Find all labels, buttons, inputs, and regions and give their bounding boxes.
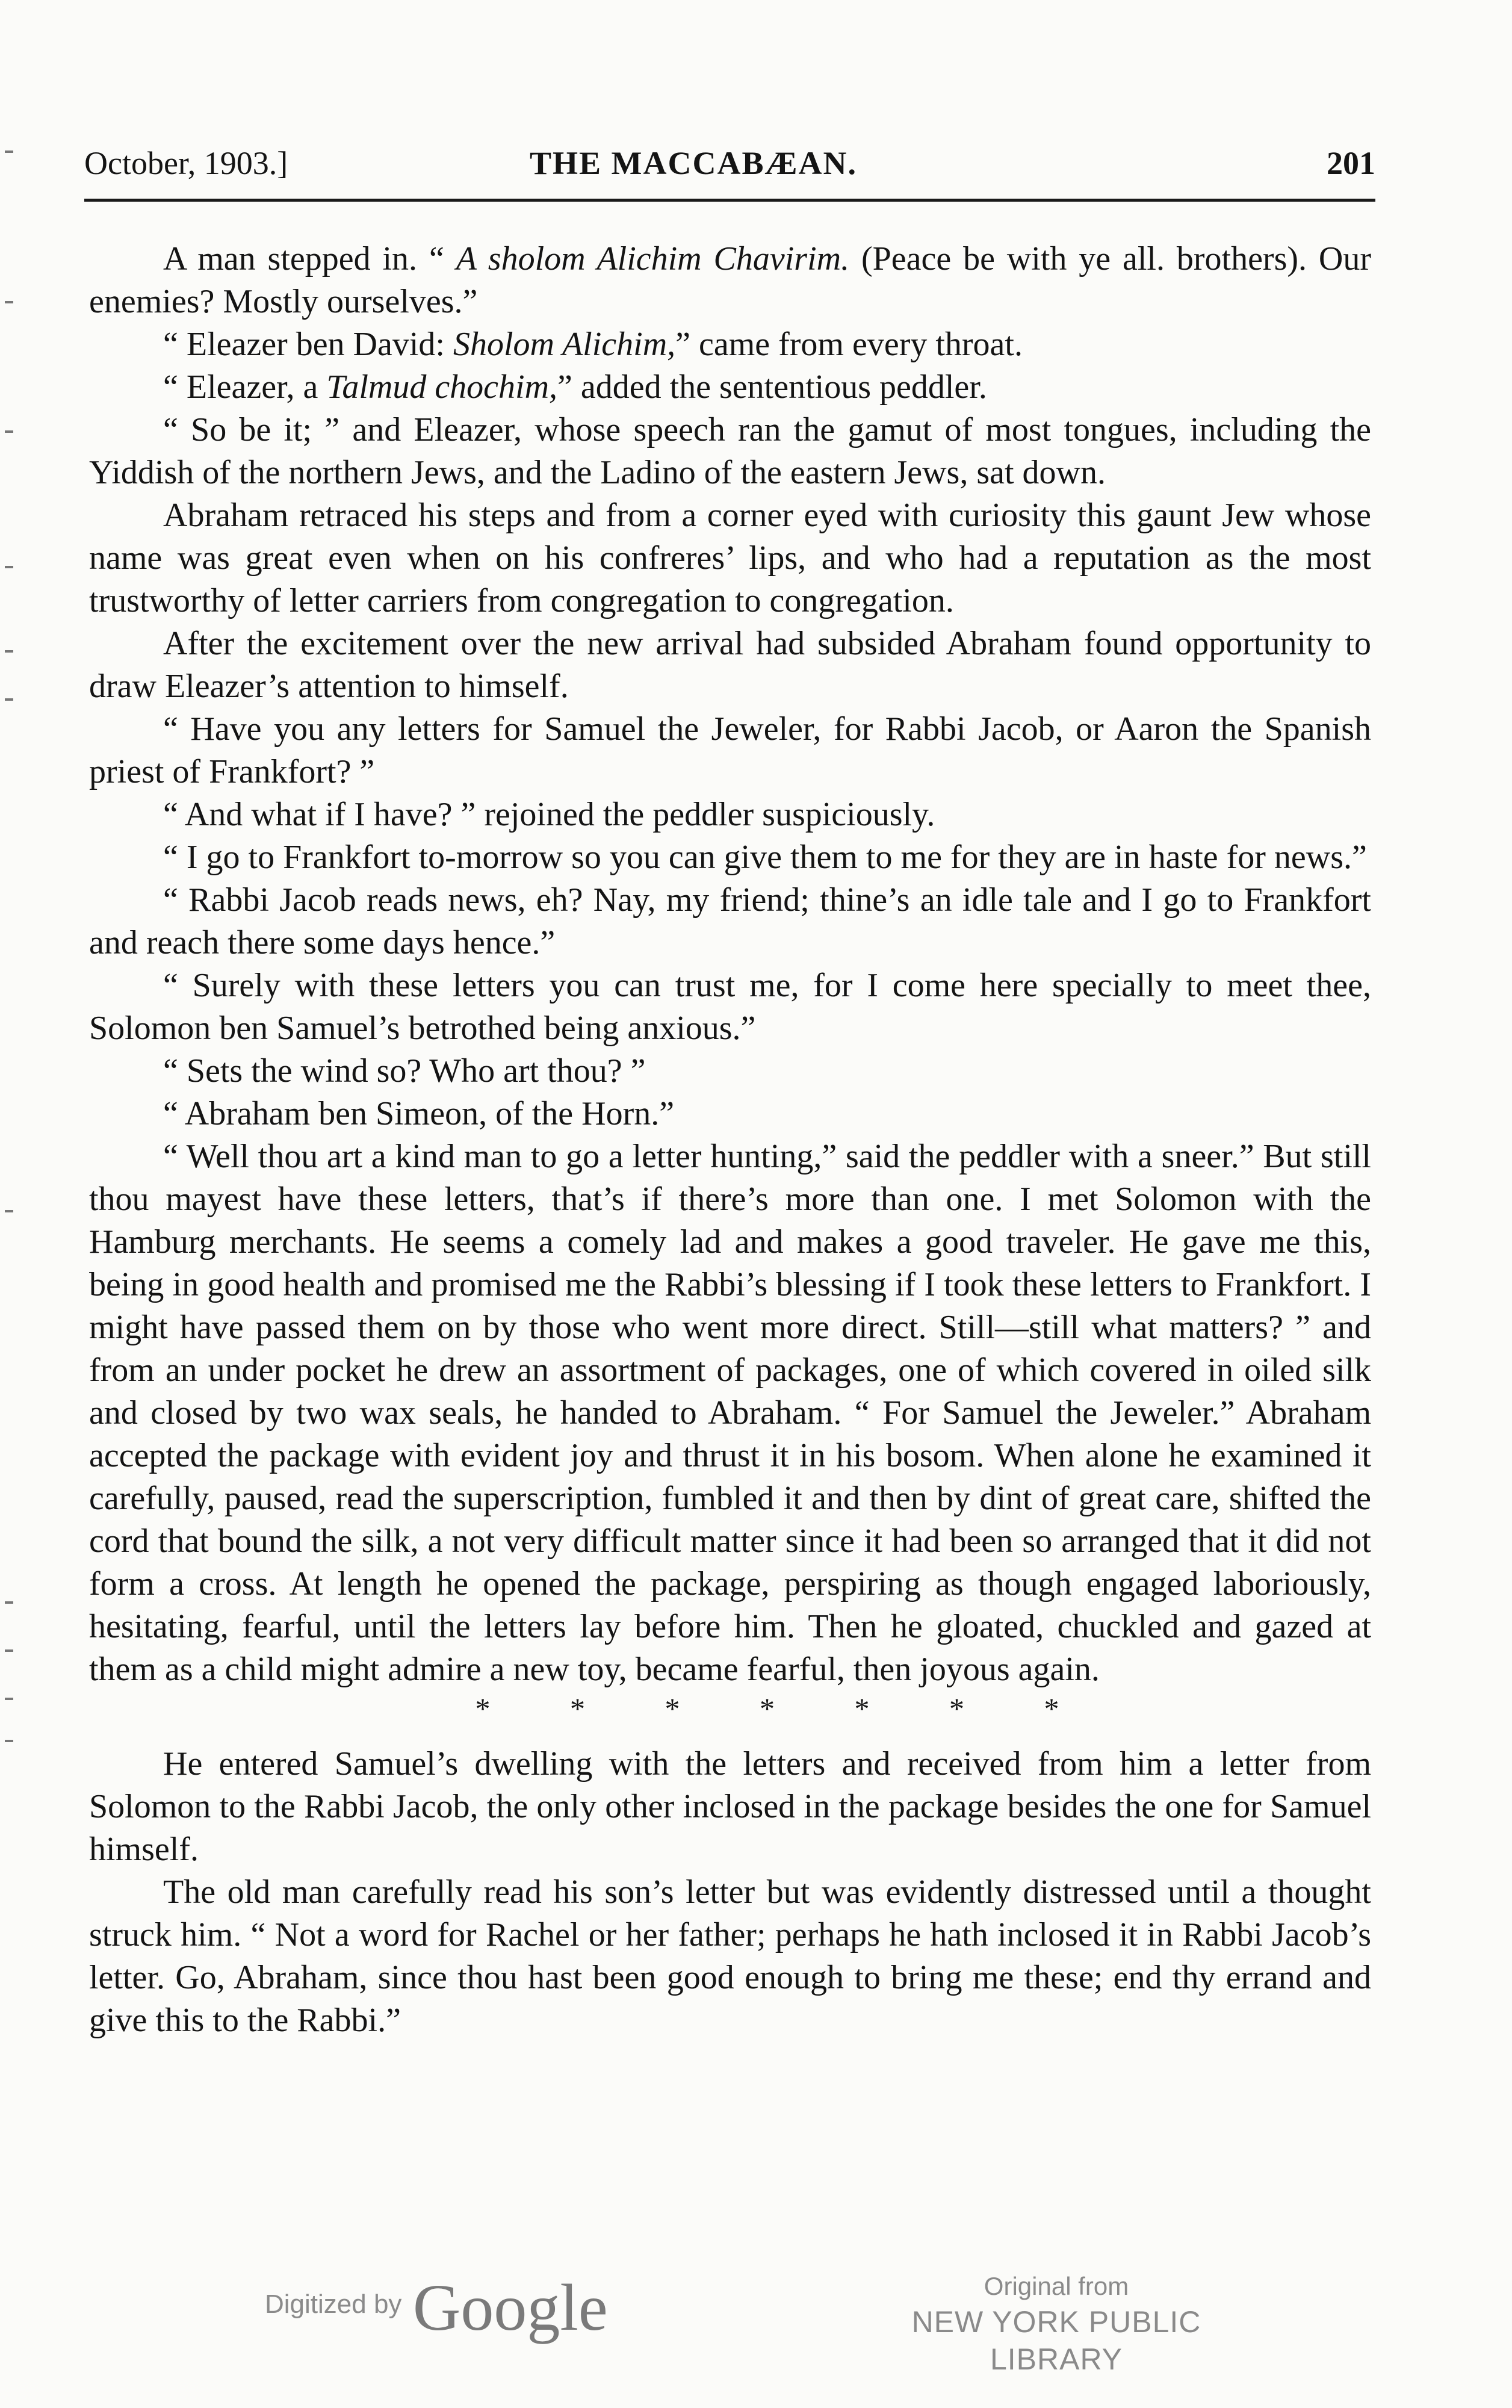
library-attribution: [861, 2270, 1252, 2378]
paragraph: [89, 1093, 1371, 1135]
page-number: 201: [1327, 145, 1375, 181]
article-body: [89, 238, 1371, 2042]
paragraph: [89, 1135, 1371, 1691]
paragraph: [89, 409, 1371, 494]
original-from-label: Original from: [984, 2272, 1129, 2300]
library-name: NEW YORK PUBLIC LIBRARY: [911, 2305, 1201, 2376]
digitized-label: Digitized by: [265, 2289, 402, 2319]
running-header: [84, 144, 1375, 187]
paragraph: [89, 879, 1371, 964]
paragraph: [89, 1743, 1371, 1871]
paragraph: [89, 622, 1371, 708]
text-run: “ I go to Frankfort to-morrow so you can give them to me for they are in haste for news.”: [163, 839, 1367, 876]
text-run: “ Abraham ben Simeon, of the Horn.”: [163, 1095, 675, 1132]
margin-artifacts: [0, 108, 24, 1854]
italic-phrase: A sholom Alichim Chavirim.: [456, 240, 850, 278]
paragraph: [89, 323, 1371, 366]
text-run: After the excitement over the new arrival had subsided Abraham found opportunity to draw Eleazer’s attention to himself.: [89, 625, 1371, 705]
header-date: October, 1903.]: [84, 145, 288, 181]
text-run: “ Rabbi Jacob reads news, eh? Nay, my friend; thine’s an idle tale and I go to Frankfort and reach there some days hence.”: [89, 881, 1371, 961]
paragraph: [89, 1871, 1371, 2042]
digitized-by-watermark: [265, 2270, 608, 2348]
text-run: “ So be it; ” and Eleazer, whose speech ran the gamut of most tongues, including the Yiddish of the northern Jews, and the Ladino of the eastern Jews, sat down.: [89, 411, 1371, 491]
text-run: “ Well thou art a kind man to go a letter hunting,” said the peddler with a sneer.” But still thou mayest have these letters, that’s if there’s more than one. I met Solomon with the Hamburg merchants. He seems a comely lad and makes a good traveler. He gave me this, being in good health and promised me the Rabbi’s blessing if I took these letters to Frankfort. I might have passed them on by those who went more direct. Still—still what matters? ” and from an under pocket he drew an assortment of packages, one of which covered in oiled silk and closed by two wax seals, he handed to Abraham. “ For Samuel the Jeweler.” Abraham accepted the package with evident joy and thrust it in his bosom. When alone he examined it carefully, paused, read the superscription, fumbled it and then by dint of great care, shifted the cord that bound the silk, a not very difficult matter since it had been so arranged that it did not form a cross. At length he opened the package, perspiring as though engaged laboriously, hesitating, fearful, until the letters lay before him. Then he gloated, chuckled and gazed at them as a child might admire a new toy, became fearful, then joyous again.: [89, 1138, 1371, 1688]
italic-phrase: Sholom Alichim,: [453, 326, 676, 363]
google-logo: Google: [412, 2271, 608, 2344]
section-separator: * * * * * * *: [475, 1692, 1095, 1725]
header-rule: [84, 199, 1375, 202]
article-part-2: [89, 1743, 1371, 2042]
paragraph: [89, 836, 1371, 879]
text-run: The old man carefully read his son’s letter but was evidently distressed until a thought struck him. “ Not a word for Rachel or her father; perhaps he hath inclosed it in Rabbi Jacob’s letter. Go, Abraham, since thou hast been good enough to bring me these; end thy errand and give this to the Rabbi.”: [89, 1873, 1371, 2039]
text-run: “ Eleazer, a: [163, 368, 327, 406]
text-run: “ Surely with these letters you can trust me, for I come here specially to meet thee, Solomon ben Samuel’s betrothed being anxious.”: [89, 967, 1371, 1047]
text-run: Abraham retraced his steps and from a corner eyed with curiosity this gaunt Jew whose name was great even when on his confreres’ lips, and who had a reputation as the most trustworthy of letter carriers from congregation to congregation.: [89, 497, 1371, 619]
paragraph: [89, 708, 1371, 793]
paragraph: [89, 964, 1371, 1050]
text-run: “ Have you any letters for Samuel the Jeweler, for Rabbi Jacob, or Aaron the Spanish priest of Frankfort? ”: [89, 710, 1371, 790]
text-run: He entered Samuel’s dwelling with the letters and received from him a letter from Solomon to the Rabbi Jacob, the only other inclosed in the package besides the one for Samuel himself.: [89, 1745, 1371, 1868]
paragraph: [89, 238, 1371, 323]
text-run: “ And what if I have? ” rejoined the peddler suspiciously.: [163, 796, 935, 833]
italic-phrase: Talmud chochim,: [326, 368, 558, 406]
text-run: “ Eleazer ben David:: [163, 326, 453, 363]
text-run: A man stepped in. “: [163, 240, 456, 278]
paragraph: [89, 494, 1371, 622]
text-run: “ Sets the wind so? Who art thou? ”: [163, 1052, 646, 1090]
paragraph: [89, 793, 1371, 836]
text-run: (Peace be with ye all. brothers). Our enemies? Mostly ourselves.”: [89, 240, 1371, 320]
paragraph: [89, 366, 1371, 409]
article-part-1: [89, 238, 1371, 1691]
journal-title: THE MACCABÆAN.: [530, 145, 858, 181]
text-run: ” came from every throat.: [675, 326, 1023, 363]
text-run: ” added the sententious peddler.: [557, 368, 987, 406]
paragraph: [89, 1050, 1371, 1093]
